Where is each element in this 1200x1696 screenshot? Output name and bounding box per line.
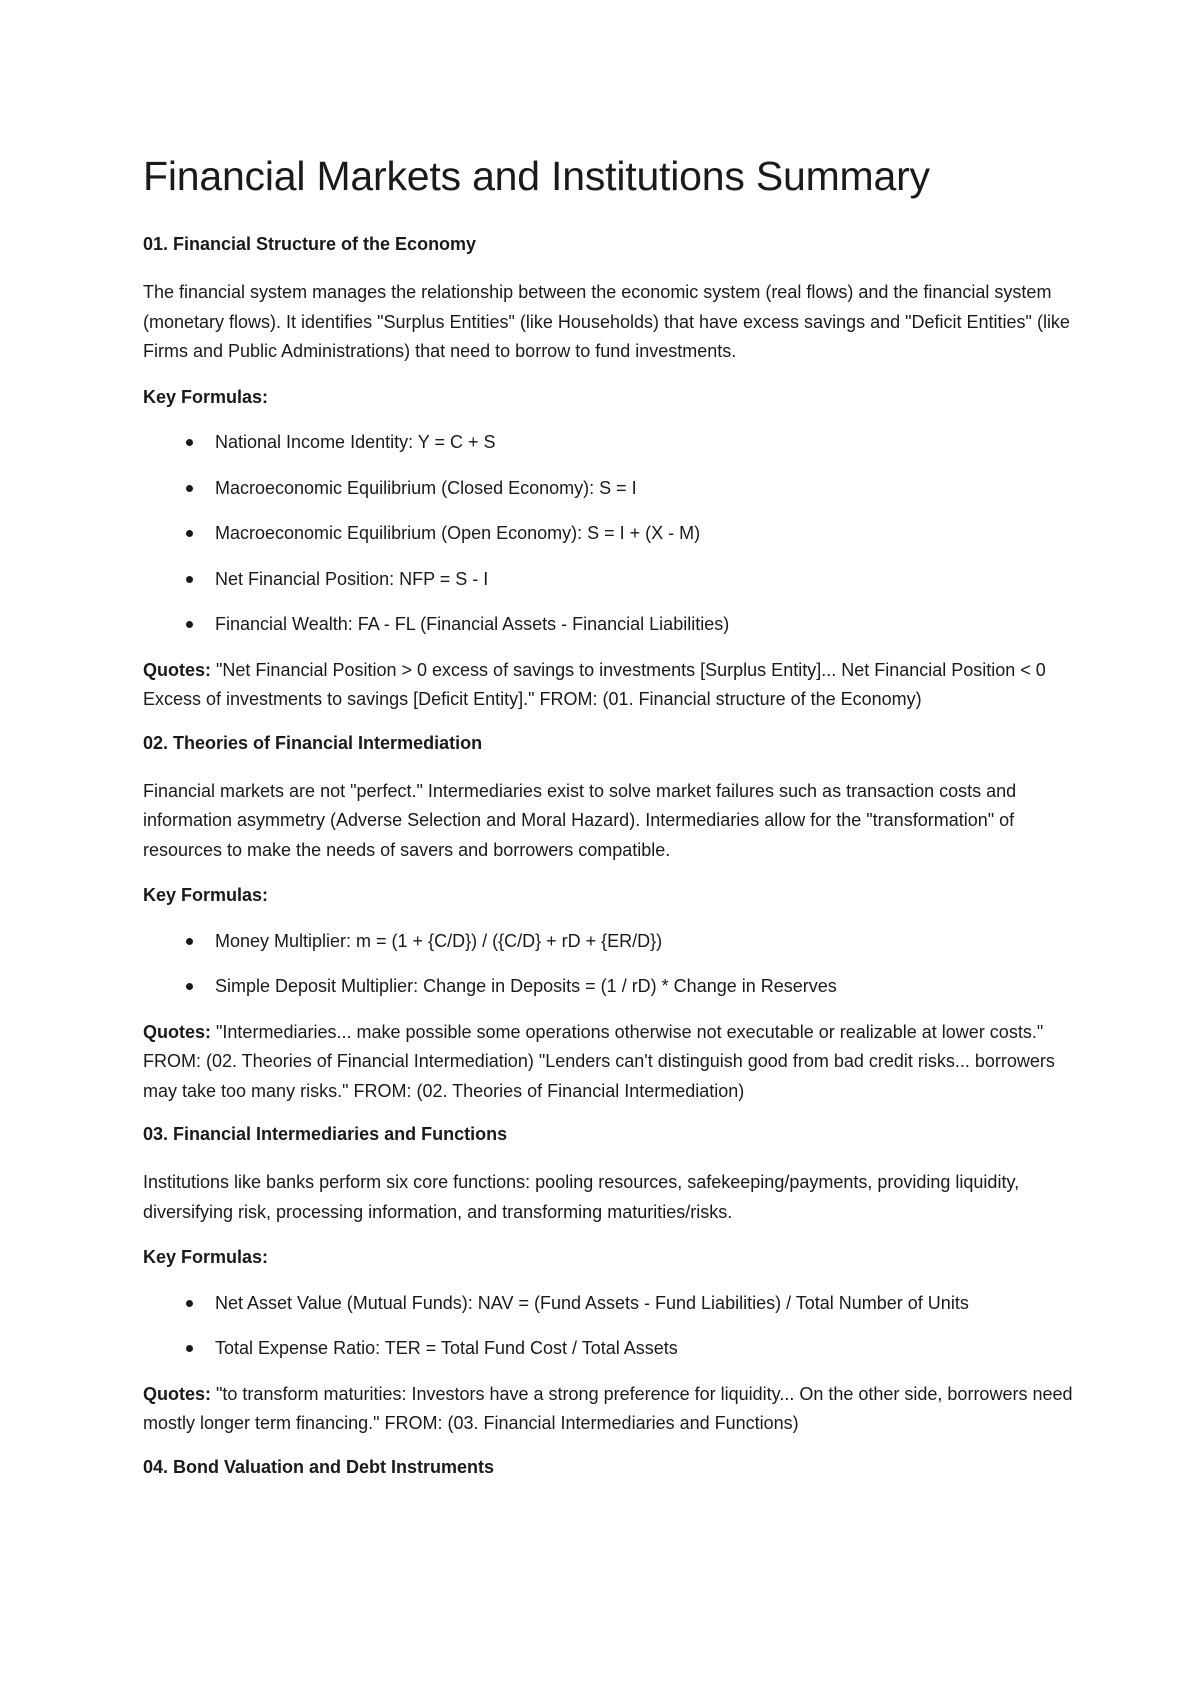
- bullet-icon: [186, 983, 193, 990]
- formula-item: [215, 610, 1073, 640]
- bullet-icon: [186, 530, 193, 537]
- key-formulas-label: Key Formulas:: [143, 386, 269, 407]
- formula-text: Total Expense Ratio: TER = Total Fund Cost / Total Assets: [215, 1338, 678, 1358]
- formula-item: [215, 927, 1073, 957]
- formula-list: [143, 1289, 1073, 1364]
- formula-item: [215, 565, 1073, 595]
- formula-list: [143, 927, 1073, 1002]
- formula-text: Simple Deposit Multiplier: Change in Deposits = (1 / rD) * Change in Reserves: [215, 976, 837, 996]
- quote-text: "Net Financial Position > 0 excess of savings to investments [Surplus Entity]... Net Financial Position < 0 Excess of investments to savings [Deficit Entity]." FROM: (01. Financial structure of the Economy): [143, 659, 1046, 709]
- bullet-icon: [186, 621, 193, 628]
- quote-paragraph: [143, 1380, 1073, 1439]
- section-heading: 01. Financial Structure of the Economy: [143, 234, 477, 254]
- section-03: [143, 1122, 1073, 1439]
- document-page: [143, 150, 1073, 1501]
- section-heading: 04. Bond Valuation and Debt Instruments: [143, 1456, 495, 1477]
- formula-text: Macroeconomic Equilibrium (Open Economy): S = I + (X - M): [215, 523, 701, 543]
- formula-text: Net Asset Value (Mutual Funds): NAV = (Fund Assets - Fund Liabilities) / Total Number of Units: [215, 1292, 969, 1313]
- quote-text: "to transform maturities: Investors have a strong preference for liquidity... On the other side, borrowers need mostly longer term financing." FROM: (03. Financial Intermediaries and Functions): [143, 1383, 1073, 1433]
- bullet-icon: [186, 485, 193, 492]
- document-title: Financial Markets and Institutions Summary: [143, 153, 930, 199]
- formula-text: Macroeconomic Equilibrium (Closed Economy): S = I: [215, 477, 637, 498]
- quote-paragraph: [143, 1018, 1073, 1107]
- formula-list: [143, 428, 1073, 640]
- formula-text: Net Financial Position: NFP = S - I: [215, 568, 489, 589]
- bullet-icon: [186, 938, 193, 945]
- quotes-label: Quotes:: [143, 659, 212, 680]
- section-body: The financial system manages the relationship between the economic system (real flows) and the financial system (monetary flows). It identifies "Surplus Entities" (like Households) that have excess savings and "Deficit Entities" (like Firms and Public Administrations) that need to borrow to fund investments.: [143, 282, 1070, 361]
- section-01: [143, 232, 1073, 715]
- section-heading: 03. Financial Intermediaries and Functions: [143, 1124, 508, 1144]
- quotes-label: Quotes:: [143, 1021, 212, 1042]
- section-02: [143, 731, 1073, 1107]
- quote-text: "Intermediaries... make possible some operations otherwise not executable or realizable at lower costs." FROM: (02. Theories of Financial Intermediation) "Lenders can't distinguish good from bad credit risks... borrowers may take too many risks." FROM: (02. Theories of Financial Intermediation): [143, 1021, 1055, 1101]
- section-04: [143, 1455, 1073, 1479]
- bullet-icon: [186, 1345, 193, 1352]
- bullet-icon: [186, 439, 193, 446]
- formula-item: [215, 1334, 1073, 1364]
- quotes-label: Quotes:: [143, 1383, 212, 1404]
- bullet-icon: [186, 576, 193, 583]
- formula-item: [215, 1289, 1073, 1319]
- section-body: Institutions like banks perform six core functions: pooling resources, safekeeping/payments, providing liquidity, diversifying risk, processing information, and transforming maturities/risks.: [143, 1172, 1020, 1222]
- section-heading: 02. Theories of Financial Intermediation: [143, 732, 483, 753]
- formula-item: [215, 428, 1073, 458]
- formula-text: Financial Wealth: FA - FL (Financial Assets - Financial Liabilities): [215, 614, 730, 634]
- formula-text: National Income Identity: Y = C + S: [215, 432, 496, 452]
- bullet-icon: [186, 1300, 193, 1307]
- key-formulas-label: Key Formulas:: [143, 1247, 269, 1267]
- quote-paragraph: [143, 656, 1073, 715]
- section-body: Financial markets are not "perfect." Intermediaries exist to solve market failures such as transaction costs and information asymmetry (Adverse Selection and Moral Hazard). Intermediaries allow for the "transformation" of resources to make the needs of savers and borrowers compatible.: [143, 780, 1017, 860]
- formula-text: Money Multiplier: m = (1 + {C/D}) / ({C/D} + rD + {ER/D}): [215, 930, 663, 951]
- formula-item: [215, 972, 1073, 1002]
- formula-item: [215, 474, 1073, 504]
- formula-item: [215, 519, 1073, 549]
- key-formulas-label: Key Formulas:: [143, 885, 269, 905]
